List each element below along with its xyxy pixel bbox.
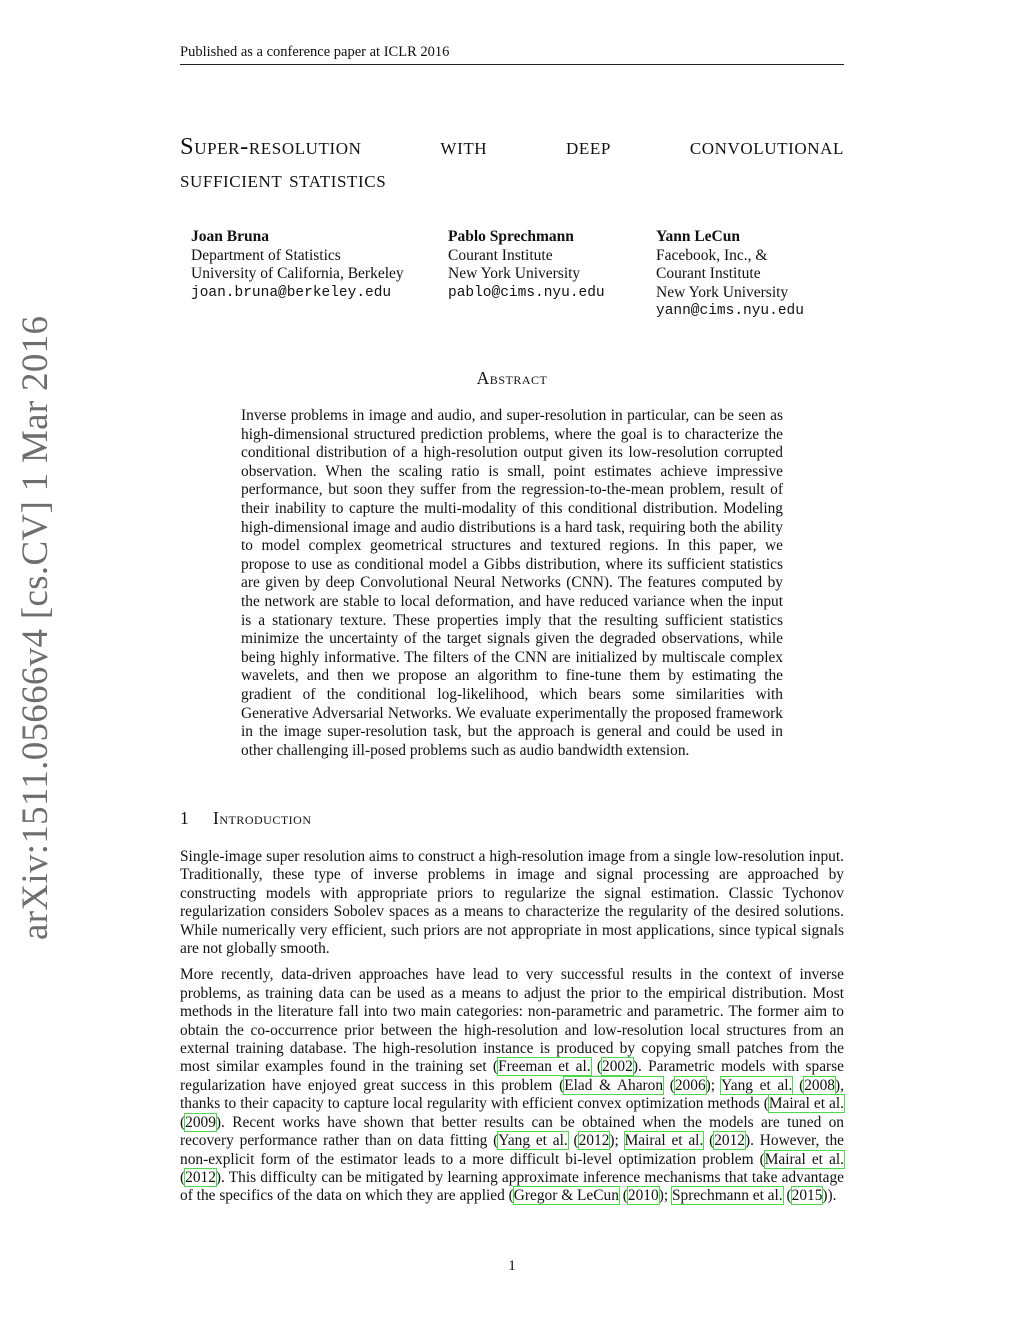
citation-link[interactable]: Yang et al. [498, 1132, 568, 1150]
citation-link[interactable]: Gregor & LeCun [513, 1187, 619, 1205]
citation-link[interactable]: Freeman et al. [498, 1058, 591, 1076]
citation-year-link[interactable]: 2008 [804, 1076, 835, 1094]
author-name: Joan Bruna [191, 228, 269, 245]
author-affiliation: New York University [656, 283, 789, 301]
paragraph-text: ; [710, 1076, 722, 1094]
abstract-text: Inverse problems in image and audio, and super-resolution in particular, can be seen as high-dimensional structured prediction problems, where the goal is to characterize the conditional distribution of a high-resolution output given its low-resolution corrupted observation. When the scaling ratio is small, point estimates achieve impressive performance, but soon they suffer from the regression-to-the-mean problem, result of their inability to capture the multi-modality of this conditional distribution. Modeling high-dimensional image and audio distributions is a hard task, requiring both the ability to model complex geometrical structures and textured regions. In this paper, we propose to use as conditional model a Gibbs distribution, where its sufficient statistics are given by deep Convolutional Neural Networks (CNN). The features computed by the network are stable to local deformation, and have reduced variance when the input is a stationary texture. These properties imply that the resulting sufficient statistics minimize the uncertainty of the target signals given the degraded observations, while being highly informative. The filters of the CNN are initialized by multiscale complex wavelets, and then we propose an algorithm to fine-tune them by estimating the gradient of the conditional log-likelihood, which bears some similarities with Generative Adversarial Networks. We evaluate experimentally the proposed framework in the image super-resolution task, but the approach is general and could be used in other challenging ill-posed problems such as audio bandwidth extension. [241, 407, 783, 759]
citation-year-link[interactable]: 2002 [602, 1058, 633, 1076]
section-heading-introduction [180, 808, 312, 829]
citation-link[interactable]: Elad & Aharon [564, 1076, 664, 1094]
citation-year-link[interactable]: 2015 [791, 1187, 823, 1205]
running-header: Published as a conference paper at ICLR 2016 [180, 44, 844, 65]
author-block-lecun [656, 228, 804, 321]
author-name: Pablo Sprechmann [448, 228, 574, 245]
citation-year-link[interactable]: 2012 [714, 1132, 745, 1150]
paragraph-text: ; [614, 1132, 625, 1150]
paragraph-text: ; [663, 1187, 672, 1205]
citation-year-link[interactable]: 2012 [578, 1132, 610, 1150]
citation-link[interactable]: Mairal et al. [624, 1132, 704, 1150]
paper-title [180, 130, 844, 196]
section-title: Introduction [213, 808, 312, 828]
citation-link[interactable]: Mairal et al. [768, 1095, 844, 1113]
page-number: 1 [508, 1258, 516, 1274]
paragraph: Single-image super resolution aims to construct a high-resolution image from a single low-resolution input. Traditionally, these type of inverse problems in image and signal processing are approached by constructing models with appropriate priors to regularize the signal estimation. Classic Tychonov regularization considers Sobolev spaces as a means to characterize the regularity of the desired solutions. While numerically very efficient, such priors are not appropriate in most applications, since typical signals are not globally smooth. [180, 848, 844, 958]
author-affiliation: New York University [448, 265, 581, 282]
citation-link[interactable]: Sprechmann et al. [671, 1187, 783, 1205]
paragraph-text: ). However, the non-explicit form of the estimator leads to a more difficult bi-level optimization problem ( [180, 1132, 844, 1168]
author-block-sprechmann [448, 228, 605, 302]
author-email[interactable]: joan.bruna@berkeley.edu [191, 284, 392, 301]
paragraph-text: ). This difficulty can be mitigated by learning approximate inference mechanisms that take advantage of the specifics of the data on which they are applied ( [180, 1168, 844, 1205]
paragraph: More recently, data-driven approaches have lead to very successful results in the context of inverse problems, as training data can be used as a means to adjust the prior to the empirical distribution. Most methods in the literature fall into two main categories: non-parametric and parametric. The former aim to obtain the co-occurrence prior between the high-resolution and low-resolution local structures from an external training database. The high-resolution instance is produced by copying small patches from the most similar examples found in the training set (Freeman et al. (2002). Parametric models with sparse regularization have enjoyed great success in this problem (Elad & Aharon (2006); Yang et al. (2008), thanks to their capacity to capture local regularity with efficient convex optimization methods (Mairal et al. (2009). Recent works have shown that better results can be obtained when the models are tuned on recovery performance rather than on data fitting (Yang et al. (2012); Mairal et al. (2012). However, the non-explicit form of the estimator leads to a more difficult bi-level optimization problem (Mairal et al. (2012). This difficulty can be mitigated by learning approximate inference mechanisms that take advantage of the specifics of the data on which they are applied (Gregor & LeCun (2010); Sprechmann et al. (2015)). [180, 966, 844, 1205]
citation-year-link[interactable]: 2009 [185, 1113, 216, 1131]
author-affiliation: Courant Institute [448, 246, 553, 264]
paragraph-text: More recently, data-driven approaches have lead to very successful results in the context of inverse problems, as training data can be used as a means to adjust the prior to the empirical distribution. Most methods in the literature fall into two main categories: non-parametric and parametric. The former aim to obtain the co-occurrence prior between the high-resolution and low-resolution local structures from an external training database. The high-resolution instance is produced by copying small patches from the most similar examples found in the training set ( [180, 966, 844, 1076]
citation-year-link[interactable]: 2006 [674, 1076, 706, 1094]
title-line-1: Super-resolution with deep convolutional [180, 133, 844, 160]
author-affiliation: Facebook, Inc., & [656, 246, 768, 264]
paragraph-text: ). Parametric models with sparse regularization have enjoyed great success in this problem ( [180, 1058, 844, 1094]
citation-link[interactable]: Mairal et al. [764, 1150, 844, 1168]
author-block-bruna [191, 228, 404, 302]
author-affiliation: Department of Statistics [191, 246, 341, 264]
citation-year-link[interactable]: 2010 [627, 1187, 659, 1205]
author-affiliation: Courant Institute [656, 265, 761, 282]
introduction-body [180, 848, 844, 1214]
paragraph-text: ). Recent works have shown that better results can be obtained when the models are tuned on recovery performance rather than on data fitting ( [180, 1113, 844, 1150]
arxiv-stamp: arXiv:1511.05666v4 [cs.CV] 1 Mar 2016 [15, 315, 56, 940]
section-number: 1 [180, 808, 190, 828]
paragraph-text: )). [822, 1187, 837, 1205]
paragraph-text: ), thanks to their capacity to capture local regularity with efficient convex optimization methods ( [180, 1076, 844, 1113]
author-name: Yann LeCun [656, 228, 740, 245]
citation-link[interactable]: Yang et al. [721, 1076, 793, 1094]
author-email[interactable]: pablo@cims.nyu.edu [448, 284, 605, 301]
citation-year-link[interactable]: 2012 [185, 1168, 216, 1186]
author-email[interactable]: yann@cims.nyu.edu [656, 303, 804, 319]
author-affiliation: University of California, Berkeley [191, 265, 404, 282]
title-line-2: sufficient statistics [180, 166, 387, 193]
abstract-heading: Abstract [476, 368, 548, 388]
